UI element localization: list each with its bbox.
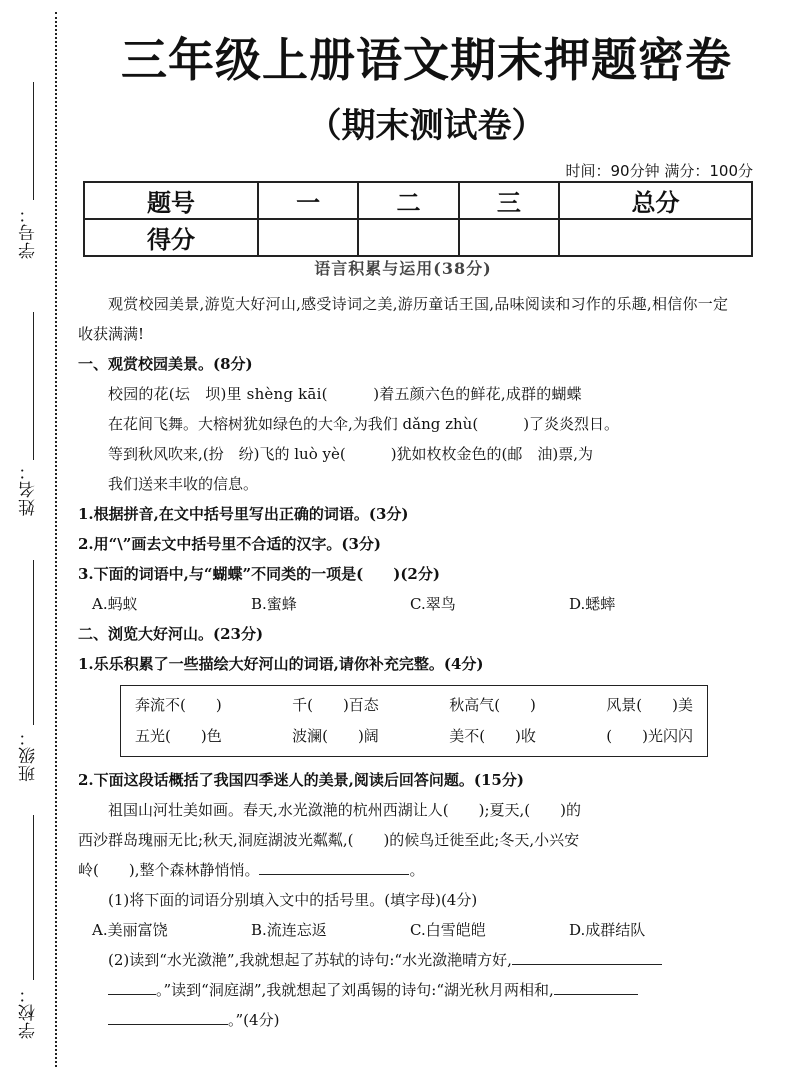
- part2-sub-question-1: (1)将下面的词语分别填入文中的括号里。(填字母)(4分): [108, 891, 478, 909]
- sub2-text: 。”读到“洞庭湖”,我就想起了刘禹锡的诗句:“湖光秋月两相和,: [156, 981, 554, 999]
- word-row: [135, 690, 693, 721]
- part2-passage-line: 祖国山河壮美如画。春天,水光潋滟的杭州西湖让人( );夏天,( )的: [108, 801, 582, 819]
- score-header-cell: 一: [258, 182, 358, 219]
- part2-sub-question-2: [78, 945, 728, 975]
- name-line[interactable]: [33, 312, 34, 460]
- score-header-cell: 总分: [559, 182, 752, 219]
- word-item[interactable]: 千( )百态: [292, 696, 379, 714]
- sub2-text: 。”(4分): [228, 1011, 280, 1029]
- part1-question-2: 2.用“\”画去文中括号里不合适的汉字。(3分): [78, 535, 382, 553]
- word-item[interactable]: 波澜( )阔: [292, 727, 379, 745]
- student-id-line[interactable]: [33, 82, 34, 200]
- part1-q3-options: [78, 589, 728, 619]
- word-item[interactable]: 奔流不( ): [135, 696, 222, 714]
- option-a[interactable]: A.蚂蚁: [92, 595, 138, 613]
- score-table-score-row: [84, 219, 752, 256]
- part1-question-3: 3.下面的词语中,与“蝴蝶”不同类的一项是( )(2分): [78, 565, 440, 583]
- binding-dotted-line: [55, 12, 57, 1067]
- passage-text: 岭( ),整个森林静悄悄。: [78, 861, 260, 879]
- part2-title: 二、浏览大好河山。(23分): [78, 625, 264, 643]
- word-item[interactable]: 秋高气( ): [449, 696, 536, 714]
- score-header-cell: 二: [358, 182, 458, 219]
- word-item[interactable]: 五光( )色: [135, 727, 222, 745]
- part1-passage-line: 等到秋风吹来,(扮 纷)飞的 luò yè( )犹如枚枚金色的(邮 油)票,为: [108, 445, 594, 463]
- option-c[interactable]: C.翠鸟: [410, 595, 456, 613]
- exam-content: [78, 254, 728, 1035]
- answer-blank[interactable]: [108, 980, 156, 995]
- score-header-cell: 题号: [84, 182, 258, 219]
- part1-passage-line: 校园的花(坛 坝)里 shèng kāi( )着五颜六色的鲜花,成群的蝴蝶: [108, 385, 582, 403]
- part2-sub-question-2-line: [78, 975, 728, 1005]
- part2-passage-line: [78, 855, 728, 885]
- part2-sub-question-2-line: [78, 1005, 728, 1035]
- school-label: 学校：: [19, 985, 39, 1039]
- score-row-label: 得分: [84, 219, 258, 256]
- section-title: 语言积累与运用(38分): [314, 259, 492, 278]
- answer-blank[interactable]: [512, 950, 662, 965]
- part2-question-1: 1.乐乐积累了一些描绘大好河山的词语,请你补充完整。(4分): [78, 655, 484, 673]
- word-row: [135, 721, 693, 752]
- class-label: 班级：: [19, 728, 39, 782]
- word-item[interactable]: ( )光闪闪: [606, 727, 693, 745]
- part2-question-2: 2.下面这段话概括了我国四季迷人的美景,阅读后回答问题。(15分): [78, 771, 524, 789]
- score-table-header-row: [84, 182, 752, 219]
- score-cell[interactable]: [258, 219, 358, 256]
- answer-blank[interactable]: [259, 860, 409, 875]
- part1-title: 一、观赏校园美景。(8分): [78, 355, 253, 373]
- intro-text: 观赏校园美景,游览大好河山,感受诗词之美,游历童话王国,品味阅读和习作的乐趣,相信你一定收获满满!: [78, 295, 728, 343]
- option-d[interactable]: D.蟋蟀: [569, 595, 616, 613]
- sub2-text: (2)读到“水光潋滟”,我就想起了苏轼的诗句:“水光潋滟晴方好,: [108, 951, 512, 969]
- score-cell[interactable]: [358, 219, 458, 256]
- option-a[interactable]: A.美丽富饶: [92, 921, 168, 939]
- part1-passage-line: 在花间飞舞。大榕树犹如绿色的大伞,为我们 dǎng zhù( )了炎炎烈日。: [108, 415, 620, 433]
- school-line[interactable]: [33, 815, 34, 980]
- word-item[interactable]: 风景( )美: [606, 696, 693, 714]
- word-completion-box: [120, 685, 708, 757]
- page-subtitle: （期末测试卷）: [307, 106, 546, 146]
- part2-passage-line: 西沙群岛瑰丽无比;秋天,洞庭湖波光粼粼,( )的候鸟迁徙至此;冬天,小兴安: [78, 831, 580, 849]
- answer-blank[interactable]: [108, 1010, 228, 1025]
- time-info: 时间：90分钟 满分：100分: [565, 162, 753, 180]
- score-cell[interactable]: [459, 219, 559, 256]
- page-title: 三年级上册语文期末押题密卷: [121, 33, 732, 87]
- name-label: 姓名：: [19, 462, 39, 516]
- score-cell[interactable]: [559, 219, 752, 256]
- binding-margin: [0, 0, 60, 1072]
- score-header-cell: 三: [459, 182, 559, 219]
- student-id-label: 学号：: [19, 205, 39, 259]
- option-b[interactable]: B.流连忘返: [251, 921, 327, 939]
- option-c[interactable]: C.白雪皑皑: [410, 921, 486, 939]
- option-d[interactable]: D.成群结队: [569, 921, 646, 939]
- part1-passage-line: 我们送来丰收的信息。: [108, 475, 259, 493]
- part1-question-1: 1.根据拼音,在文中括号里写出正确的词语。(3分): [78, 505, 409, 523]
- part2-sub1-options: [78, 915, 728, 945]
- option-b[interactable]: B.蜜蜂: [251, 595, 297, 613]
- word-item[interactable]: 美不( )收: [449, 727, 536, 745]
- class-line[interactable]: [33, 560, 34, 725]
- answer-blank[interactable]: [554, 980, 638, 995]
- score-table: [83, 181, 753, 257]
- passage-text: 。: [409, 861, 425, 879]
